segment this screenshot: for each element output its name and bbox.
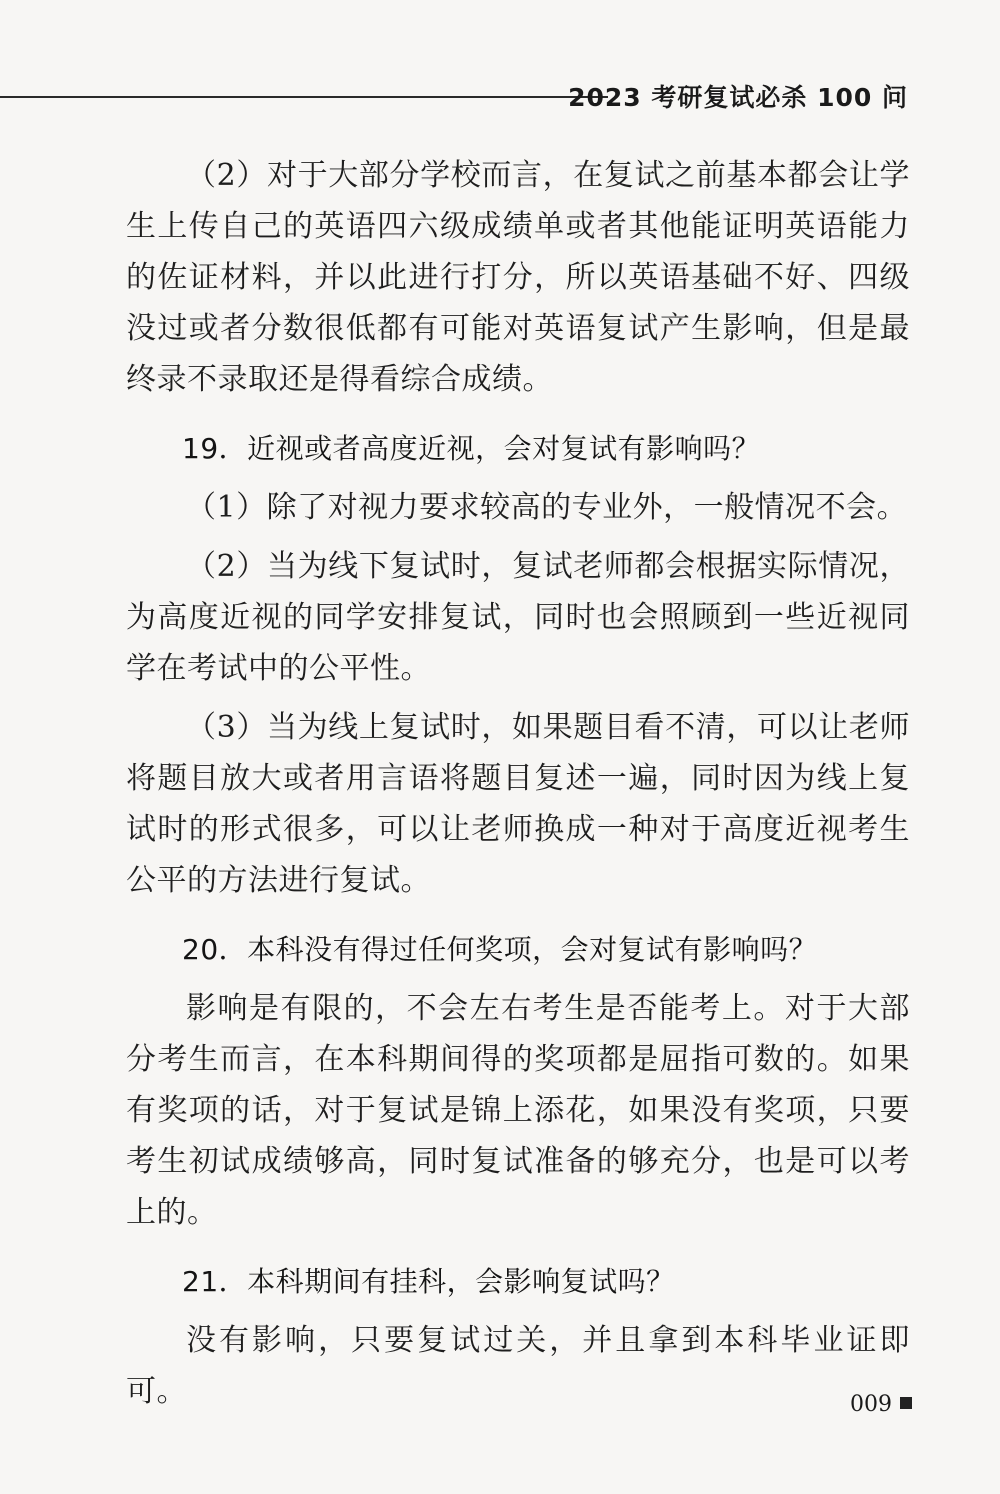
q19-paragraph-1: （1）除了对视力要求较高的专业外，一般情况不会。 [186,490,908,525]
header-rule [0,96,608,98]
question-21-heading: 21．本科期间有挂科，会影响复试吗？ [182,1265,675,1298]
square-bullet-icon [900,1397,912,1409]
q19-paragraph-2: （2）当为线下复试时，复试老师都会根据实际情况，为高度近视的同学安排复试，同时也会照顾到一些近视同学在考试中的公平性。 [126,549,910,686]
q19-paragraph-3: （3）当为线上复试时，如果题目看不清，可以让老师将题目放大或者用言语将题目复述一遍，同时因为线上复试时的形式很多，可以让老师换成一种对于高度近视考生公平的方法进行复试。 [126,710,910,898]
q21-paragraph-1: 没有影响，只要复试过关，并且拿到本科毕业证即可。 [126,1323,910,1409]
page-number [850,1392,912,1417]
running-header-title: 2023 考研复试必杀 100 问 [568,83,908,112]
question-19-heading: 19．近视或者高度近视，会对复试有影响吗？ [182,432,761,465]
page-body [126,150,910,1417]
intro-paragraph: （2）对于大部分学校而言，在复试之前基本都会让学生上传自己的英语四六级成绩单或者其他能证明英语能力的佐证材料，并以此进行打分，所以英语基础不好、四级没过或者分数很低都有可能对英语复试产生影响，但是最终录不录取还是得看综合成绩。 [126,158,910,397]
q20-paragraph-1: 影响是有限的，不会左右考生是否能考上。对于大部分考生而言，在本科期间得的奖项都是屈指可数的。如果有奖项的话，对于复试是锦上添花，如果没有奖项，只要考生初试成绩够高，同时复试准备的够充分，也是可以考上的。 [126,991,910,1230]
page-number-text: 009 [850,1392,892,1417]
question-20-heading: 20．本科没有得过任何奖项，会对复试有影响吗？ [182,933,818,966]
